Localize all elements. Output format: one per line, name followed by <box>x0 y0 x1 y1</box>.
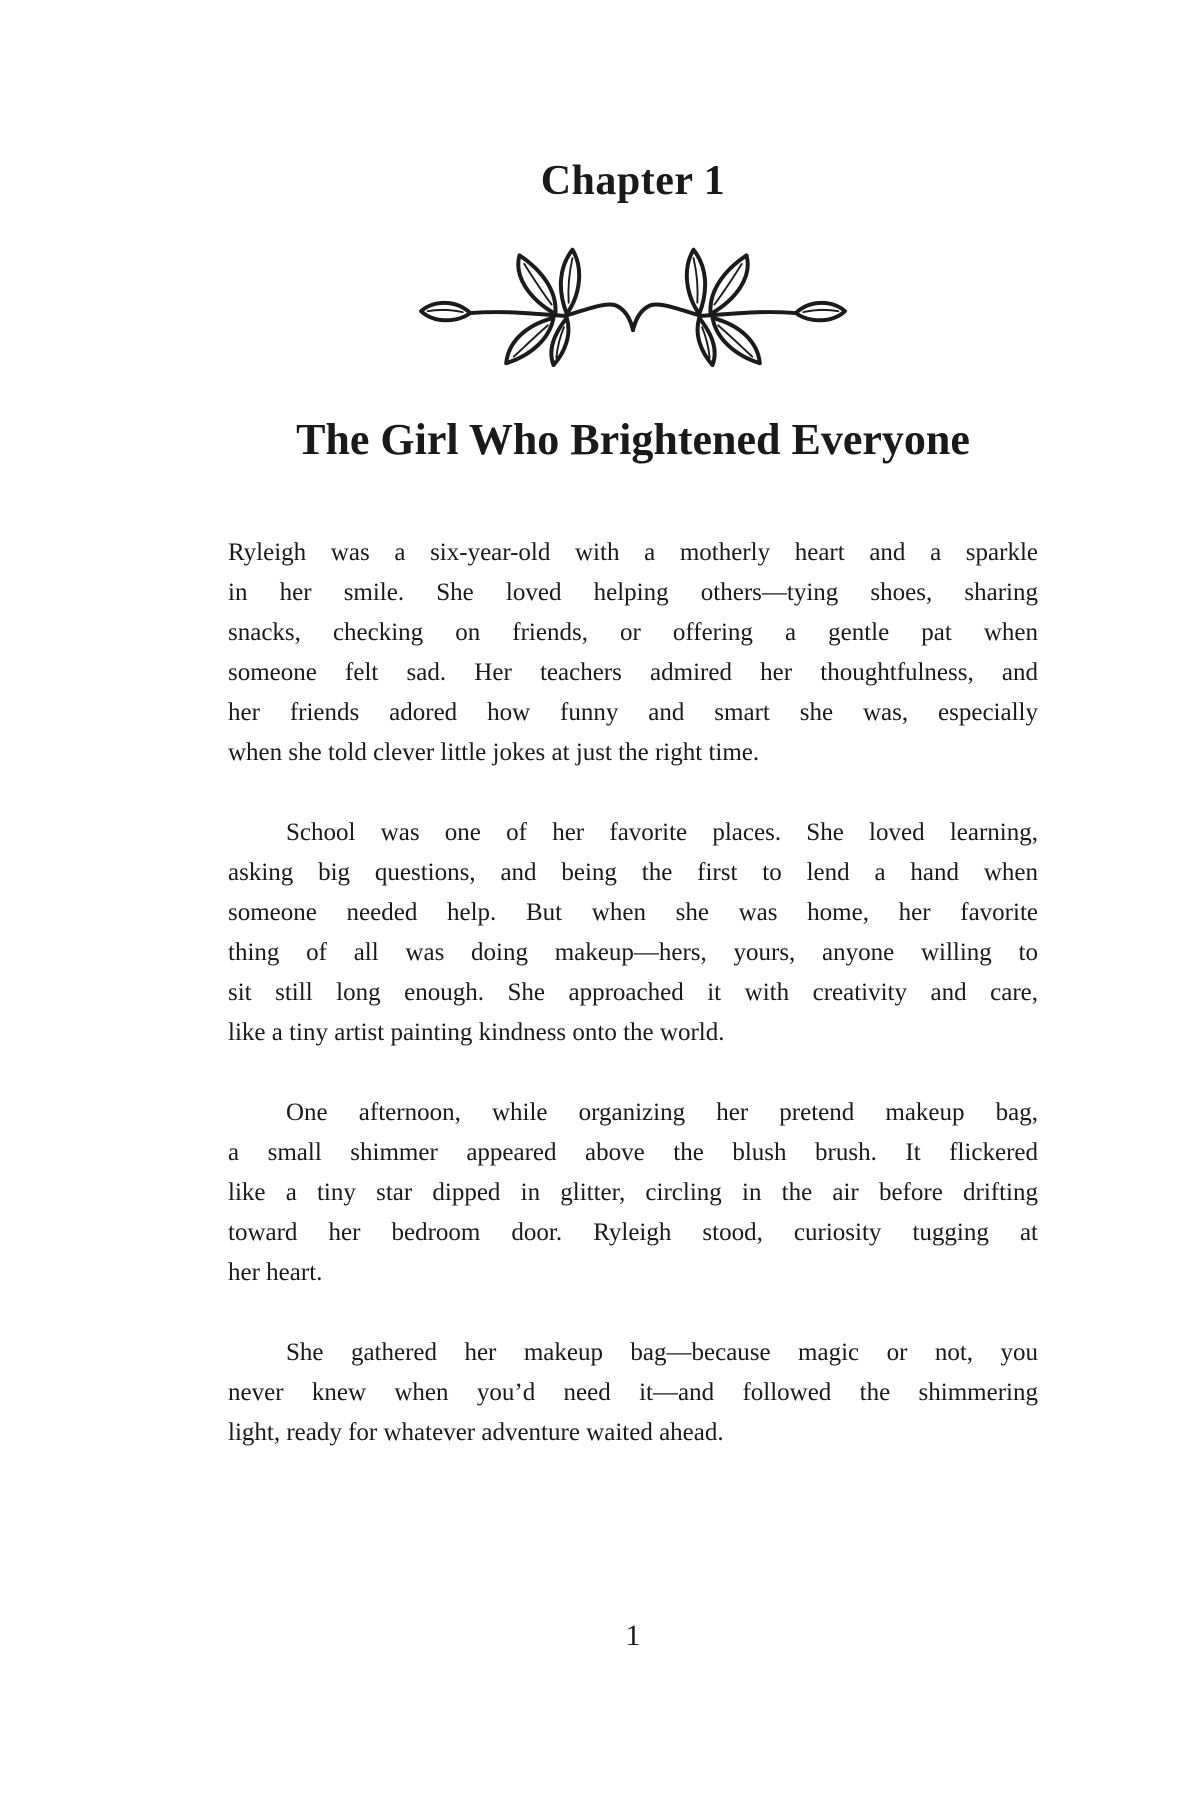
paragraph <box>228 813 1038 1053</box>
text-line: in her smile. She loved helping others—tying shoes, sharing <box>228 578 1038 606</box>
paragraph <box>228 1333 1038 1453</box>
text-line: light, ready for whatever adventure waited ahead. <box>228 1418 724 1446</box>
page-number: 1 <box>625 1618 641 1652</box>
text-line: asking big questions, and being the first to lend a hand when <box>228 858 1038 886</box>
text-line: a small shimmer appeared above the blush brush. It flickered <box>228 1138 1038 1166</box>
text-line: like a tiny artist painting kindness onto the world. <box>228 1018 725 1046</box>
text-line: someone needed help. But when she was home, her favorite <box>228 898 1038 926</box>
text-line: her heart. <box>228 1258 323 1286</box>
text-line: thing of all was doing makeup—hers, yours, anyone willing to <box>228 938 1038 966</box>
text-line: like a tiny star dipped in glitter, circling in the air before drifting <box>228 1178 1038 1206</box>
body-text <box>228 533 1038 1453</box>
text-line: snacks, checking on friends, or offering a gentle pat when <box>228 618 1038 646</box>
laurel-divider-ornament <box>228 244 1038 367</box>
chapter-heading: Chapter 1 <box>540 158 726 204</box>
text-line: sit still long enough. She approached it with creativity and care, <box>228 978 1038 1006</box>
laurel-branch-icon <box>415 244 851 367</box>
text-line: One afternoon, while organizing her pretend makeup bag, <box>286 1098 1038 1126</box>
text-line: never knew when you’d need it—and followed the shimmering <box>228 1378 1038 1406</box>
chapter-title: The Girl Who Brightened Everyone <box>296 415 970 464</box>
text-line: someone felt sad. Her teachers admired her thoughtfulness, and <box>228 658 1038 686</box>
text-line: School was one of her favorite places. She loved learning, <box>286 818 1038 846</box>
paragraph <box>228 533 1038 773</box>
text-line: She gathered her makeup bag—because magic or not, you <box>286 1338 1038 1366</box>
text-line: her friends adored how funny and smart she was, especially <box>228 698 1038 726</box>
text-line: Ryleigh was a six-year-old with a motherly heart and a sparkle <box>228 538 1038 566</box>
text-line: toward her bedroom door. Ryleigh stood, curiosity tugging at <box>228 1218 1038 1246</box>
paragraph <box>228 1093 1038 1293</box>
text-column <box>228 0 1038 1651</box>
text-line: when she told clever little jokes at just the right time. <box>228 738 760 766</box>
